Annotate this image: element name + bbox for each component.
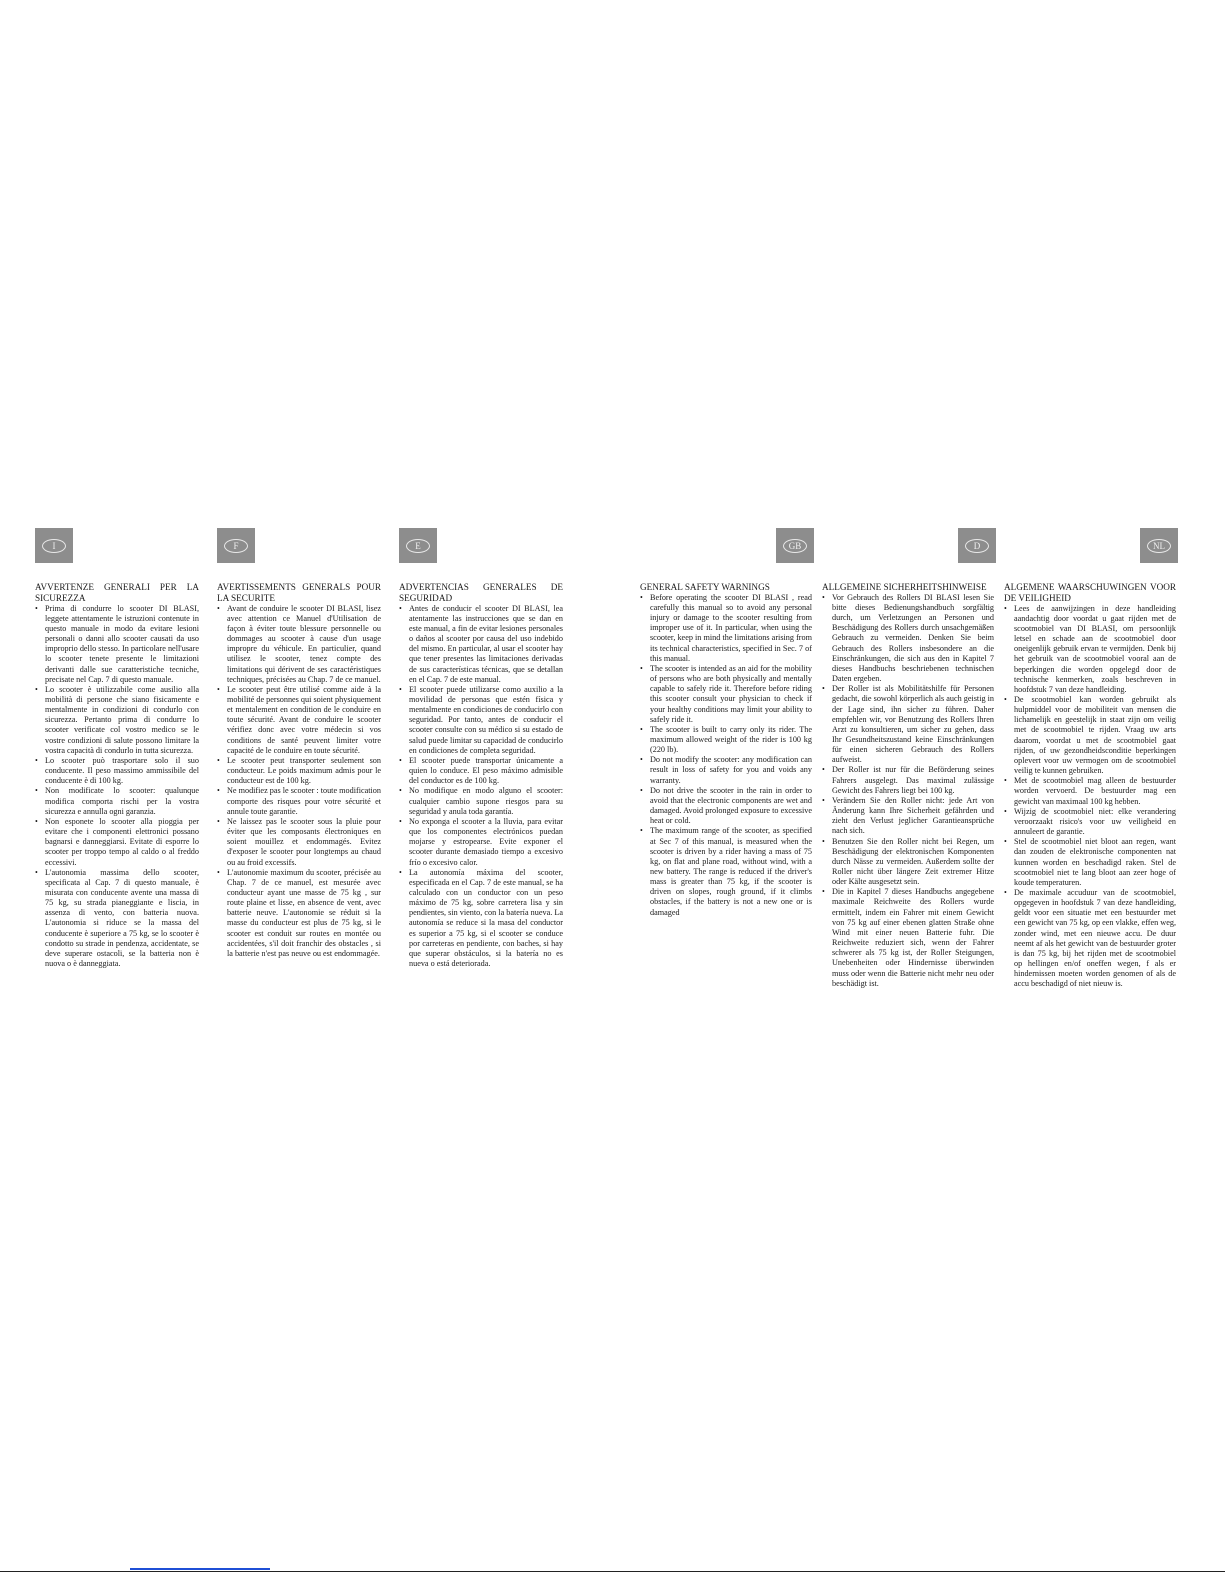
list-item: • L'autonomia massima dello scooter, specificata al Cap. 7 di questo manuale, è misurata con conducente avente una massa di 75 kg, su strada pianeggiante e liscia, in assenza di vento, con batteria nuova. L'autonomia si riduce se la massa del conducente è superiore a 75 kg, se lo scooter è condotto su strade in pendenza, accidentate, se deve superare ostacoli, se la batteria non è nuova o è danneggiata.	[35, 868, 199, 970]
list-item: • Before operating the scooter DI BLASI , read carefully this manual so to avoid any personal injury or damage to the scooter resulting from improper use of it. In particular, when using the scooter, keep in mind the limitations arising from its technical characteristics, specified in Sec. 7 of this manual.	[640, 593, 812, 664]
language-code: I	[42, 539, 66, 553]
section-title: AVVERTENZE GENERALI PER LA SICUREZZA	[35, 582, 199, 603]
section-spanish	[399, 528, 563, 969]
section-dutch	[1004, 528, 1176, 990]
list-item: • Ne laissez pas le scooter sous la pluie pour éviter que les composants électroniques en soient mouillez et endommagés. Evitez d'exposer le scooter pour longtemps au chaud ou au froid excessifs.	[217, 817, 381, 868]
list-item: • Prima di condurre lo scooter DI BLASI, leggete attentamente le istruzioni contenute in questo manuale in modo da evitare lesioni personali o danni allo scooter causati da uso improprio dello stesso. In particolare nell'usare lo scooter tenete presente le limitazioni derivanti dalle sue caratteristiche tecniche, precisate nel Cap. 7 di questo manuale.	[35, 604, 199, 685]
list-item: • Die in Kapitel 7 dieses Handbuchs angegebene maximale Reichweite des Rollers wurde ermittelt, indem ein Fahrer mit einem Gewicht von 75 kg auf einer ebenen glatten Straße ohne Wind mit einer neuen Batterie fuhr. Die Reichweite reduziert sich, wenn der Fahrer schwerer als 75 kg ist, der Roller Steigungen, Unebenheiten oder Hindernisse überwinden muss oder wenn die Batterie nicht mehr neu oder beschädigt ist.	[822, 887, 994, 989]
list-item: • Benutzen Sie den Roller nicht bei Regen, um Beschädigung der elektronischen Komponenten durch Nässe zu vermeiden. Außerdem sollte der Roller nicht über längere Zeit extremer Hitze oder Kälte ausgesetzt sein.	[822, 837, 994, 888]
section-title: AVERTISSEMENTS GENERALS POUR LA SECURITE	[217, 582, 381, 603]
list-item: • Der Roller ist als Mobilitätshilfe für Personen gedacht, die sowohl körperlich als auch geistig in der Lage sind, ihn sicher zu führen. Daher empfehlen wir, vor Benutzung des Rollers Ihren Arzt zu konsultieren, um sicher zu gehen, dass Ihr Gesundheitszustand keine Einschränkungen für einen sicheren Gebrauch des Rollers aufweist.	[822, 684, 994, 765]
list-item: • Antes de conducir el scooter DI BLASI, lea atentamente las instrucciones que se dan en este manual, a fin de evitar lesiones personales o daños al scooter por causa del uso indebido del mismo. En particular, al usar el scooter hay que tener presentes las limitaciones derivadas de sus características técnicas, que se detallan en el Cap. 7 de este manual.	[399, 604, 563, 685]
list-item: • El scooter puede transportar únicamente a quien lo conduce. El peso máximo admisible del conductor es de 100 kg.	[399, 756, 563, 786]
footer-link-underline[interactable]	[130, 1568, 270, 1570]
language-badge-i	[35, 528, 73, 563]
warning-list	[35, 604, 199, 970]
list-item: • Lo scooter è utilizzabile come ausilio alla mobilità di persone che siano fisicamente e mentalmente in condizioni di condurlo con sicurezza. Pertanto prima di condurre lo scooter verificate col vostro medico se le vostre condizioni di salute possono limitare la vostra capacità di condurlo in tutta sicurezza.	[35, 685, 199, 756]
warning-list	[640, 593, 812, 918]
list-item: • Lees de aanwijzingen in deze handleiding aandachtig door voordat u gaat rijden met de scootmobiel van DI BLASI, om persoonlijk letsel en schade aan de scootmobiel door oneigenlijk gebruik ervan te vermijden. Denk bij het gebruik van de scootmobiel vooral aan de beperkingen die worden opgelegd door de technische kenmerken, zoals beschreven in hoofdstuk 7 van deze handleiding.	[1004, 604, 1176, 695]
list-item: • Vor Gebrauch des Rollers DI BLASI lesen Sie bitte dieses Bedienungshandbuch sorgfältig durch, um Verletzungen an Personen und Beschädigung des Rollers durch unsachgemäßen Gebrauch zu vermeiden. Denken Sie beim Gebrauch des Rollers insbesondere an die Einschränkungen, die sich aus den in Kapitel 7 dieses Handbuchs beschriebenen technischen Daten ergeben.	[822, 593, 994, 684]
footer-divider	[0, 1571, 1225, 1572]
language-badge-e	[399, 528, 437, 563]
language-badge-nl	[1140, 528, 1178, 563]
language-code: D	[965, 539, 989, 553]
language-code: F	[224, 539, 248, 553]
list-item: • De maximale accuduur van de scootmobiel, opgegeven in hoofdstuk 7 van deze handleiding, geldt voor een situatie met een bestuurder met een gewicht van 75 kg, op een vlakke, effen weg, zonder wind, met een nieuwe accu. De duur neemt af als het gewicht van de bestuurder groter is dan 75 kg, bij het rijden met de scootmobiel op hellingen en/of oneffen wegen, f als er hindernissen moeten worden genomen of als de accu beschadigd of niet nieuw is.	[1004, 888, 1176, 990]
language-badge-f	[217, 528, 255, 563]
list-item: • Non esponete lo scooter alla pioggia per evitare che i componenti elettronici possano bagnarsi e danneggiarsi. Evitate di esporre lo scooter per troppo tempo al caldo o al freddo eccessivi.	[35, 817, 199, 868]
section-title: ALLGEMEINE SICHERHEITSHINWEISE	[822, 582, 987, 592]
list-item: • No modifique en modo alguno el scooter: cualquier cambio supone riesgos para su seguridad y anula toda garantía.	[399, 786, 563, 816]
list-item: • Lo scooter può trasportare solo il suo conducente. Il peso massimo ammissibile del conducente è di 100 kg.	[35, 756, 199, 786]
list-item: • The scooter is built to carry only its rider. The maximum allowed weight of the rider is 100 kg (220 lb).	[640, 725, 812, 755]
warning-list	[399, 604, 563, 970]
section-french	[217, 528, 381, 959]
language-badge-gb	[776, 528, 814, 563]
list-item: • Do not modify the scooter: any modification can result in loss of safety for you and voids any warranty.	[640, 755, 812, 785]
language-code: E	[406, 539, 430, 553]
language-code: NL	[1147, 539, 1171, 553]
section-english	[640, 528, 812, 918]
section-title: GENERAL SAFETY WARNINGS	[640, 582, 770, 592]
list-item: • The scooter is intended as an aid for the mobility of persons who are both physically and mentally capable to safely ride it. Therefore before riding this scooter consult your physician to check if your healthy conditions may limit your ability to safely ride it.	[640, 664, 812, 725]
list-item: • Ne modifiez pas le scooter : toute modification comporte des risques pour votre sécurité et annule toute garantie.	[217, 786, 381, 816]
list-item: • Stel de scootmobiel niet bloot aan regen, want dan zouden de elektronische componenten nat kunnen worden en beschadigd raken. Stel de scootmobiel niet te lang bloot aan zeer hoge of koude temperaturen.	[1004, 837, 1176, 888]
list-item: • Non modificate lo scooter: qualunque modifica comporta rischi per la vostra sicurezza e annulla ogni garanzia.	[35, 786, 199, 816]
list-item: • Le scooter peut être utilisé comme aide à la mobilité de personnes qui soient physiquement et mentalement en condition de le conduire en toute sécurité. Avant de conduire le scooter vérifiez donc avec votre médecin si vos conditions de santé peuvent limiter votre capacité de le conduire en toute sécurité.	[217, 685, 381, 756]
section-title: ALGEMENE WAARSCHUWINGEN VOOR DE VEILIGHEID	[1004, 582, 1176, 603]
section-italian	[35, 528, 199, 969]
list-item: • Met de scootmobiel mag alleen de bestuurder worden vervoerd. De bestuurder mag een gewicht van maximaal 100 kg hebben.	[1004, 776, 1176, 806]
list-item: • L'autonomie maximum du scooter, précisée au Chap. 7 de ce manuel, est mesurée avec conducteur ayant une masse de 75 kg , sur route plaine et lisse, en absence de vent, avec batterie neuve. L'autonomie se réduit si la masse du conducteur est plus de 75 kg, si le scooter est conduit sur routes en montée ou accidentées, s'il doit franchir des obstacles , si la batterie n'est pas neuve ou est endommagée.	[217, 868, 381, 959]
language-code: GB	[783, 539, 807, 553]
list-item: • The maximum range of the scooter, as specified at Sec 7 of this manual, is measured when the scooter is driven by a rider having a mass of 75 kg, on flat and plane road, without wind, with a new battery. The range is reduced if the driver's mass is greater than 75 kg, if the scooter is driven on slopes, rough ground, if it climbs obstacles, if the battery is not a new one or is damaged	[640, 826, 812, 917]
warning-list	[1004, 604, 1176, 990]
warning-list	[217, 604, 381, 959]
list-item: • Do not drive the scooter in the rain in order to avoid that the electronic components are wet and damaged. Avoid prolonged exposure to excessive heat or cold.	[640, 786, 812, 827]
list-item: • El scooter puede utilizarse como auxilio a la movilidad de personas que estén física y mentalmente en condiciones de conducirlo con seguridad. Por tanto, antes de conducir el scooter consulte con su médico si su estado de salud puede limitar su capacidad de conducirlo en condiciones de completa seguridad.	[399, 685, 563, 756]
warning-list	[822, 593, 994, 989]
list-item: • No exponga el scooter a la lluvia, para evitar que los componentes electrónicos puedan mojarse y estropearse. Evite exponer el scooter durante demasiado tiempo a excesivo frío o excesivo calor.	[399, 817, 563, 868]
list-item: • La autonomía máxima del scooter, especificada en el Cap. 7 de este manual, se ha calculado con un conductor con un peso máximo de 75 kg, sobre carretera lisa y sin pendientes, sin viento, con la batería nueva. La autonomía se reduce si la masa del conductor es superior a 75 kg, si el scooter se conduce por carreteras en pendiente, con baches, si hay que superar obstáculos, si la batería no es nueva o está deteriorada.	[399, 868, 563, 970]
list-item: • De scootmobiel kan worden gebruikt als hulpmiddel voor de mobiliteit van mensen die lichamelijk en geestelijk in staat zijn om veilig met de scootmobiel te rijden. Vraag uw arts daarom, voordat u met de scootmobiel gaat rijden, of uw gezondheidsconditie beperkingen oplevert voor uw vermogen om de scootmobiel veilig te kunnen gebruiken.	[1004, 695, 1176, 776]
list-item: • Le scooter peut transporter seulement son conducteur. Le poids maximum admis pour le conducteur est de 100 kg.	[217, 756, 381, 786]
list-item: • Wijzig de scootmobiel niet: elke verandering veroorzaakt risico's voor uw veiligheid en annuleert de garantie.	[1004, 807, 1176, 837]
list-item: • Verändern Sie den Roller nicht: jede Art von Änderung kann Ihre Sicherheit gefährden und zieht den Verlust jeglicher Garantieansprüche nach sich.	[822, 796, 994, 837]
section-title: ADVERTENCIAS GENERALES DE SEGURIDAD	[399, 582, 563, 603]
section-german	[822, 528, 994, 989]
language-badge-d	[958, 528, 996, 563]
list-item: • Avant de conduire le scooter DI BLASI, lisez avec attention ce Manuel d'Utilisation de façon à éviter toute blessure personnelle ou dommages au scooter à cause d'un usage impropre du véhicule. En particulier, quand utilisez le scooter, tenez compte des limitations qui dérivent de ses caractéristiques techniques, précisées au Chap. 7 de ce manuel.	[217, 604, 381, 685]
list-item: • Der Roller ist nur für die Beförderung seines Fahrers ausgelegt. Das maximal zulässige Gewicht des Fahrers liegt bei 100 kg.	[822, 765, 994, 795]
